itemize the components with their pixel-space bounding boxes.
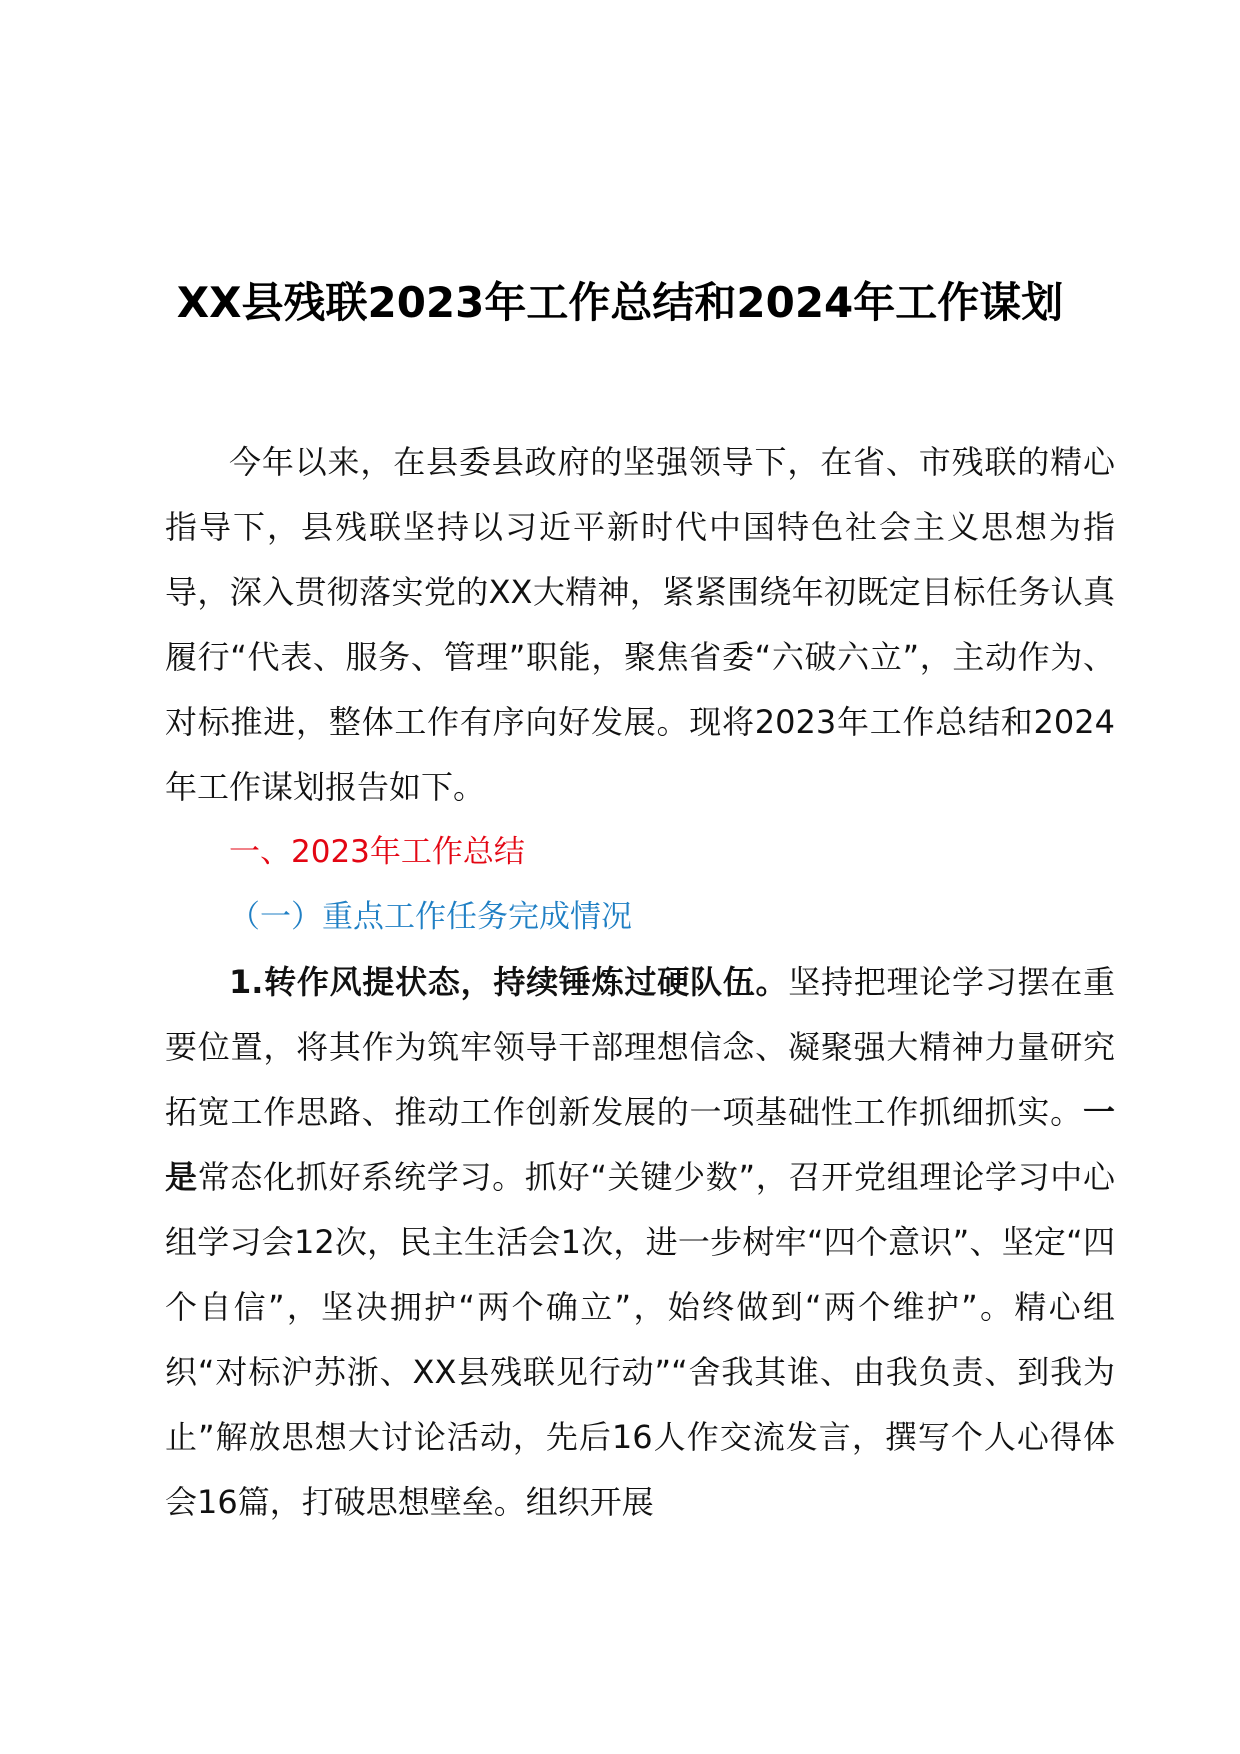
item-1-text-a: 坚持把理论学习摆在重要位置，将其作为筑牢领导干部理想信念、凝聚强大精神力量研究拓宽工作思路、推动工作创新发展的一项基础性工作抓细抓实。 [165, 963, 1115, 1131]
item-1-paragraph [165, 950, 1115, 1535]
item-1-marker: 一是 [165, 1093, 1115, 1196]
subsection-heading: （一）重点工作任务完成情况 [229, 899, 632, 935]
document-title: XX县残联2023年工作总结和2024年工作谋划 [176, 278, 1064, 327]
intro-paragraph: 今年以来，在县委县政府的坚强领导下，在省、市残联的精心指导下，县残联坚持以习近平新时代中国特色社会主义思想为指导，深入贯彻落实党的XX大精神，紧紧围绕年初既定目标任务认真履行“代表、服务、管理”职能，聚焦省委“六破六立”，主动作为、对标推进，整体工作有序向好发展。现将2023年工作总结和2024年工作谋划报告如下。 [165, 443, 1115, 806]
section-heading-1: 一、2023年工作总结 [229, 834, 525, 870]
item-1-text-b: 常态化抓好系统学习。抓好“关键少数”，召开党组理论学习中心组学习会12次，民主生活会1次，进一步树牢“四个意识”、坚定“四个自信”，坚决拥护“两个确立”，始终做到“两个维护”。精心组织“对标沪苏浙、XX县残联见行动”“舍我其谁、由我负责、到我为止”解放思想大讨论活动，先后16人作交流发言，撰写个人心得体会16篇，打破思想壁垒。组织开展 [165, 1158, 1115, 1521]
document-body [165, 430, 1115, 1535]
item-1-title: 1.转作风提状态，持续锤炼过硬队伍。 [229, 963, 789, 1001]
